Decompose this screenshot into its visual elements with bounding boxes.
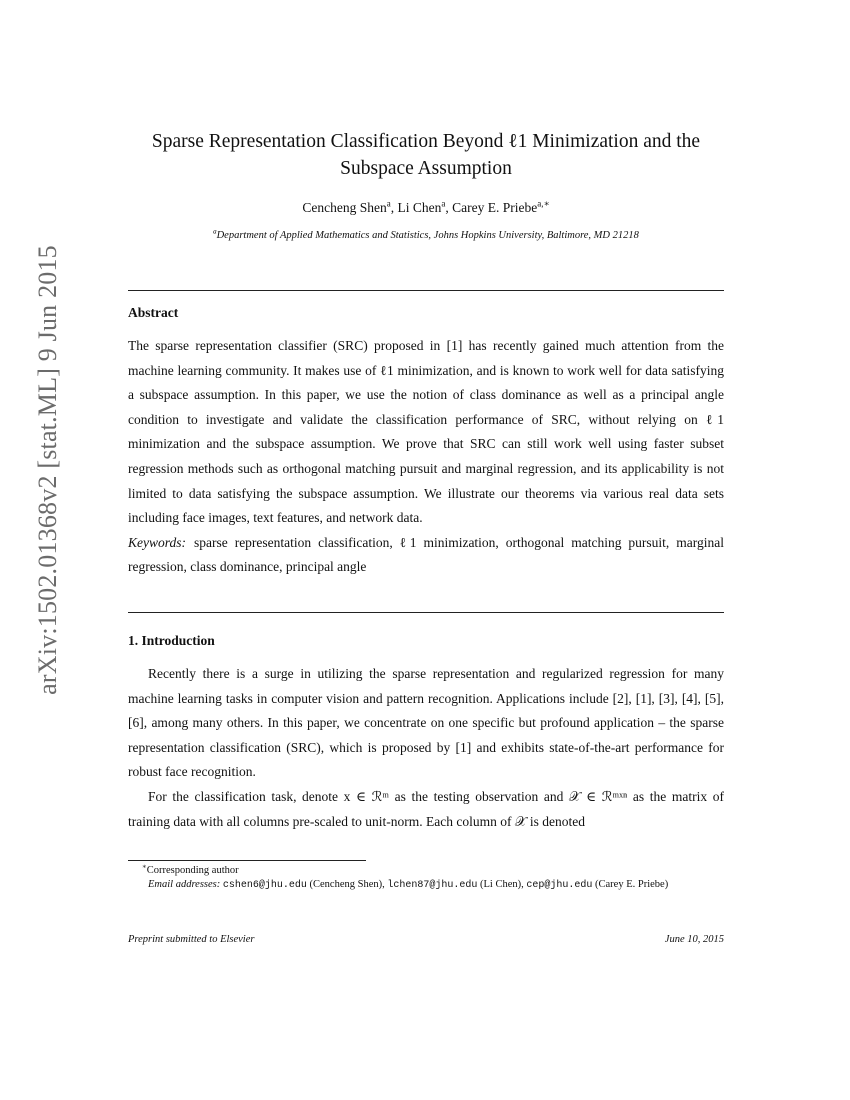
email-owner: (Li Chen), bbox=[480, 879, 524, 890]
abstract-top-rule bbox=[128, 290, 724, 291]
abstract-bottom-rule bbox=[128, 612, 724, 613]
email-link[interactable]: lchen87@jhu.edu bbox=[387, 880, 478, 891]
email-label: Email addresses: bbox=[148, 879, 221, 890]
author-affiliation-mark: a bbox=[386, 198, 391, 209]
affiliation-mark: a bbox=[213, 227, 217, 236]
introduction-body bbox=[128, 662, 724, 834]
abstract-heading: Abstract bbox=[128, 305, 179, 320]
keywords-label: Keywords: bbox=[128, 534, 186, 550]
email-link[interactable]: cep@jhu.edu bbox=[526, 880, 593, 891]
affiliation-text: Department of Applied Mathematics and Statistics, Johns Hopkins University, Baltimore, MD 21218 bbox=[216, 230, 639, 241]
footnote-rule bbox=[128, 860, 366, 861]
title-line-2: Subspace Assumption bbox=[340, 158, 512, 179]
email-owner: (Carey E. Priebe) bbox=[595, 879, 669, 890]
footnote-mark: ∗ bbox=[142, 862, 147, 871]
author-name: Carey E. Priebe bbox=[452, 200, 538, 215]
affiliation bbox=[128, 227, 724, 241]
author-name: Li Chen bbox=[397, 200, 442, 215]
keywords-text: sparse representation classification, ℓ1 minimization, orthogonal matching pursuit, marginal regression, class dominance, principal angle bbox=[128, 534, 724, 575]
corresponding-author-text: Corresponding author bbox=[146, 865, 239, 876]
footer-date: June 10, 2015 bbox=[664, 934, 724, 945]
keywords bbox=[128, 531, 724, 580]
paper-title bbox=[128, 128, 724, 182]
footnotes bbox=[128, 864, 724, 893]
author-list: Cencheng Shen$^a$, Li Chen$^a$, Carey E. Priebe$^{a,∗}$ bbox=[302, 198, 550, 215]
corresponding-author-note bbox=[128, 864, 724, 878]
email-link[interactable]: cshen6@jhu.edu bbox=[222, 880, 307, 891]
abstract-text: The sparse representation classifier (SRC) proposed in [1] has recently gained much attention from the machine learning community. It makes use of ℓ1 minimization, and is known to work well for data satisfying a subspace assumption. In this paper, we use the notion of class dominance as well as a principal angle condition to investigate and validate the classification performance of SRC, without relying on ℓ1 minimization and the subspace assumption. We prove that SRC can still work well using faster subset regression methods such as orthogonal matching pursuit and marginal regression, and its applicability is not limited to data satisfying the subspace assumption. We illustrate our theorems via various real data sets including face images, text features, and network data. bbox=[128, 338, 724, 526]
title-line-1: Sparse Representation Classification Beyond ℓ1 Minimization and the bbox=[151, 131, 701, 152]
email-note bbox=[128, 878, 724, 893]
author-affiliation-mark: a,∗ bbox=[537, 198, 550, 209]
intro-paragraph: For the classification task, denote x ∈ ℛᵐ as the testing observation and 𝒳 ∈ ℛᵐˣⁿ as the matrix of training data with all columns pre-scaled to unit-norm. Each column of 𝒳 is denoted bbox=[128, 788, 724, 829]
author-name: Cencheng Shen bbox=[302, 200, 387, 215]
email-owner: (Cencheng Shen), bbox=[309, 879, 385, 890]
author-affiliation-mark: a bbox=[441, 198, 446, 209]
section-heading-introduction: 1. Introduction bbox=[128, 633, 215, 648]
abstract bbox=[128, 334, 724, 580]
intro-paragraph: Recently there is a surge in utilizing the sparse representation and regularized regression for many machine learning tasks in computer vision and pattern recognition. Applications include [2], [1], [3], [4], [5], [6], among many others. In this paper, we concentrate on one specific but profound application – the sparse representation classification (SRC), which is proposed by [1] and exhibits state-of-the-art performance for robust face recognition. bbox=[128, 666, 724, 780]
footer-preprint-note: Preprint submitted to Elsevier bbox=[128, 934, 255, 945]
arxiv-stamp: arXiv:1502.01368v2 [stat.ML] 9 Jun 2015 bbox=[33, 245, 62, 695]
